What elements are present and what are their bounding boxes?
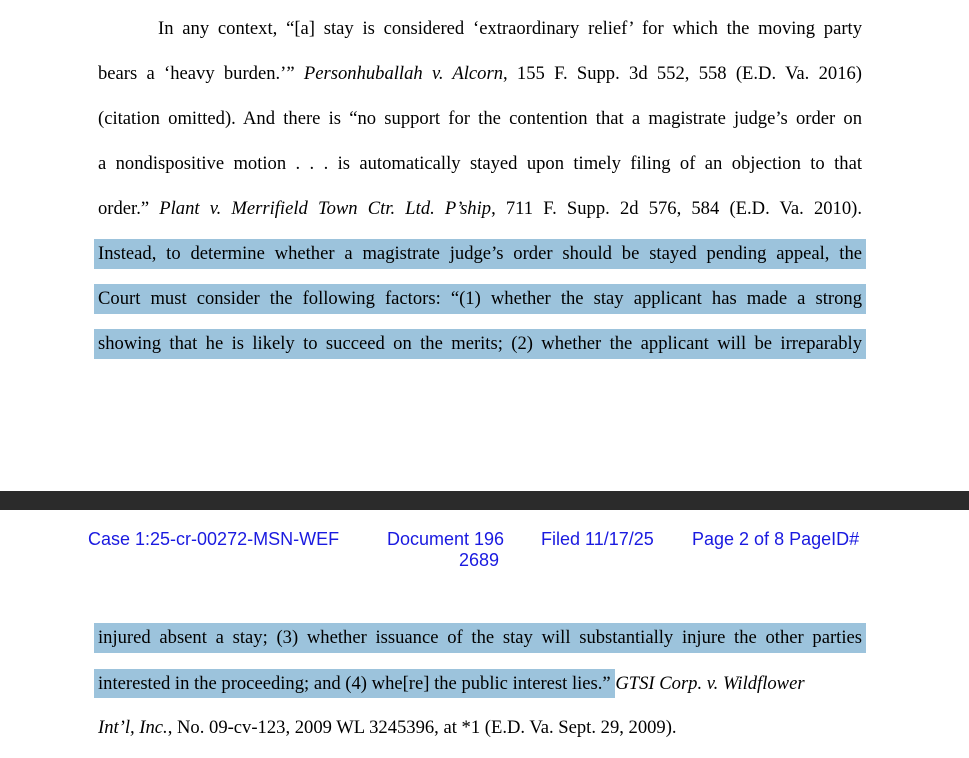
text-line <box>98 717 677 739</box>
text-run: Instead, to determine whether a magistrate judge’s order should be stayed pending appeal, the <box>98 243 862 264</box>
case-citation: Int’l, Inc. <box>98 717 168 738</box>
text-run: showing that he is likely to succeed on the merits; (2) whether the applicant will be irreparably <box>98 333 862 354</box>
text-line <box>98 63 862 85</box>
filed-date: Filed 11/17/25 <box>541 529 654 549</box>
page-separator <box>0 491 969 510</box>
text-line <box>98 108 862 130</box>
text-run: (citation omitted). And there is “no support for the contention that a magistrate judge’s order on <box>98 108 862 129</box>
text-line <box>98 288 862 310</box>
text-run: bears a ‘heavy burden.’” <box>98 63 304 84</box>
text-run: order.” <box>98 198 160 219</box>
text-run: , No. 09-cv-123, 2009 WL 3245396, at *1 (E.D. Va. Sept. 29, 2009). <box>167 717 677 738</box>
text-run: , 711 F. Supp. 2d 576, 584 (E.D. Va. 2010). <box>491 198 862 219</box>
text-line <box>158 18 862 40</box>
page-id-number: 2689 <box>459 550 500 570</box>
text-run: interested in the proceeding; and (4) whe[re] the public interest lies.” <box>98 673 611 694</box>
case-citation: Personhuballah v. Alcorn <box>303 63 504 84</box>
text-line <box>98 198 862 220</box>
document-number: Document 196 <box>387 529 505 549</box>
text-line <box>98 673 805 695</box>
text-line <box>98 153 862 175</box>
case-citation: Plant v. Merrifield Town Ctr. Ltd. P’ship <box>159 198 492 219</box>
text-line <box>98 627 862 649</box>
text-line <box>98 243 862 265</box>
text-run: a nondispositive motion . . . is automatically stayed upon timely filing of an objection to that <box>98 153 862 174</box>
text-run: injured absent a stay; (3) whether issuance of the stay will substantially injure the other parties <box>98 627 862 648</box>
text-run: Court must consider the following factors: “(1) whether the stay applicant has made a strong <box>98 288 862 309</box>
page-info: Page 2 of 8 PageID# <box>692 529 860 549</box>
text-run: , 155 F. Supp. 3d 552, 558 (E.D. Va. 2016) <box>503 63 862 84</box>
text-run: In any context, “[a] stay is considered ‘extraordinary relief’ for which the moving party <box>158 18 862 39</box>
case-citation: GTSI Corp. v. Wildflower <box>615 673 805 694</box>
text-line <box>98 333 862 355</box>
case-number: Case 1:25-cr-00272-MSN-WEF <box>88 529 340 549</box>
